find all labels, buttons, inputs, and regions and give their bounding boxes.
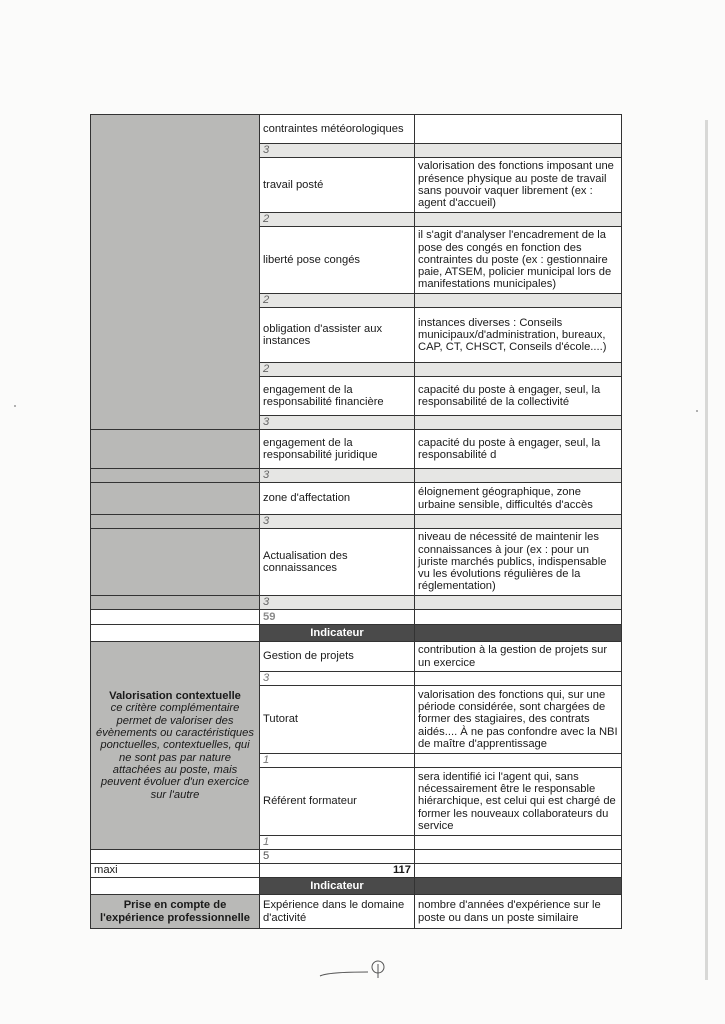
criterion-cell: contraintes météorologiques <box>260 115 415 144</box>
description-cell: capacité du poste à engager, seul, la responsabilité de la collectivité <box>415 377 622 416</box>
indicator-header: Indicateur <box>260 878 415 895</box>
description-cell: sera identifié ici l'agent qui, sans nécessairement être le responsable hiérarchique, est celui qui est chargé de former les nouveaux collaborateurs du service <box>415 768 622 836</box>
description-cell: capacité du poste à engager, seul, la responsabilité d <box>415 430 622 469</box>
subtotal-label-empty <box>91 610 260 625</box>
criterion-cell: Expérience dans le domaine d'activité <box>260 895 415 929</box>
score-empty-cell <box>415 144 622 158</box>
table-row <box>91 483 622 515</box>
criterion-cell: Tutorat <box>260 686 415 754</box>
category-cell <box>91 642 260 850</box>
table-row <box>91 895 622 929</box>
score-empty-cell <box>415 596 622 610</box>
subtotal-label-empty <box>91 850 260 864</box>
indicator-header: Indicateur <box>260 625 415 642</box>
score-cell: 1 <box>260 836 415 850</box>
score-cell: 3 <box>260 515 415 529</box>
maxi-empty-cell <box>415 864 622 878</box>
score-empty-cell <box>415 469 622 483</box>
criterion-cell: engagement de la responsabilité financière <box>260 377 415 416</box>
score-empty-cell <box>415 836 622 850</box>
category-cell-empty <box>91 430 260 469</box>
description-cell: instances diverses : Conseils municipaux/d'administration, bureaux, CAP, CT, CHSCT, Conseils d'école....) <box>415 308 622 363</box>
header-dark-cell <box>415 878 622 895</box>
description-cell: niveau de nécessité de maintenir les connaissances à jour (ex : pour un juriste marchés publics, indispensable vu les évolutions régulières de la réglementation) <box>415 529 622 596</box>
maxi-label: maxi <box>91 864 260 878</box>
score-empty-cell <box>415 294 622 308</box>
subtotal-row <box>91 850 622 864</box>
description-cell: nombre d'années d'expérience sur le poste ou dans un poste similaire <box>415 895 622 929</box>
category-title: Prise en compte de l'expérience professionnelle <box>91 895 260 929</box>
category-cell-empty <box>91 596 260 610</box>
score-cell: 2 <box>260 363 415 377</box>
category-cell-empty <box>91 469 260 483</box>
scan-edge-line <box>705 120 708 980</box>
scan-speck <box>696 410 698 412</box>
table-row <box>91 115 622 144</box>
category-cell-empty <box>91 115 260 430</box>
subtotal-value: 59 <box>260 610 415 625</box>
description-cell <box>415 115 622 144</box>
description-cell: il s'agit d'analyser l'encadrement de la pose des congés en fonction des contraintes du poste (ex : gestionnaire paie, ATSEM, policier municipal lors de manifestations municipales) <box>415 227 622 294</box>
scan-speck <box>14 405 16 407</box>
score-cell: 3 <box>260 144 415 158</box>
criteria-table <box>90 114 622 929</box>
header-empty-cell <box>91 878 260 895</box>
criterion-cell: engagement de la responsabilité juridique <box>260 430 415 469</box>
signature-mark <box>318 958 388 980</box>
subtotal-row <box>91 610 622 625</box>
score-row <box>91 469 622 483</box>
criterion-cell: zone d'affectation <box>260 483 415 515</box>
header-dark-cell <box>415 625 622 642</box>
score-cell: 2 <box>260 213 415 227</box>
maxi-row <box>91 864 622 878</box>
indicator-header-row <box>91 625 622 642</box>
maxi-value: 117 <box>260 864 415 878</box>
description-cell: contribution à la gestion de projets sur un exercice <box>415 642 622 672</box>
criterion-cell: liberté pose congés <box>260 227 415 294</box>
table-row <box>91 430 622 469</box>
score-cell: 2 <box>260 294 415 308</box>
category-title: Valorisation contextuelle <box>109 690 241 703</box>
subtotal-empty-cell <box>415 850 622 864</box>
score-empty-cell <box>415 213 622 227</box>
category-cell-empty <box>91 483 260 515</box>
category-cell-empty <box>91 529 260 596</box>
description-cell: éloignement géographique, zone urbaine sensible, difficultés d'accès <box>415 483 622 515</box>
table-row <box>91 529 622 596</box>
criterion-cell: Actualisation des connaissances <box>260 529 415 596</box>
score-cell: 3 <box>260 672 415 686</box>
criterion-cell: Référent formateur <box>260 768 415 836</box>
description-cell: valorisation des fonctions imposant une présence physique au poste de travail sans pouvoir vaquer librement (ex : agent d'accueil) <box>415 158 622 213</box>
score-row <box>91 515 622 529</box>
criterion-cell: obligation d'assister aux instances <box>260 308 415 363</box>
indicator-header-row <box>91 878 622 895</box>
score-cell: 3 <box>260 596 415 610</box>
score-row <box>91 596 622 610</box>
table-row <box>91 642 622 672</box>
score-empty-cell <box>415 363 622 377</box>
header-empty-cell <box>91 625 260 642</box>
subtotal-empty-cell <box>415 610 622 625</box>
description-cell: valorisation des fonctions qui, sur une période considérée, sont chargées de former des stagiaires, des contrats aidés.... À ne pas confondre avec la NBI de maître d'apprentissage <box>415 686 622 754</box>
score-cell: 1 <box>260 754 415 768</box>
subtotal-value: 5 <box>260 850 415 864</box>
score-empty-cell <box>415 416 622 430</box>
score-empty-cell <box>415 754 622 768</box>
score-empty-cell <box>415 672 622 686</box>
score-empty-cell <box>415 515 622 529</box>
score-cell: 3 <box>260 469 415 483</box>
category-description: ce critère complémentaire permet de valoriser des évènements ou caractéristiques ponctuelles, contextuelles, qui ne sont pas par nature attachées au poste, mais peuvent évoluer d'un exercice sur l'autre <box>96 702 254 801</box>
score-cell: 3 <box>260 416 415 430</box>
criterion-cell: Gestion de projets <box>260 642 415 672</box>
category-cell-empty <box>91 515 260 529</box>
criterion-cell: travail posté <box>260 158 415 213</box>
